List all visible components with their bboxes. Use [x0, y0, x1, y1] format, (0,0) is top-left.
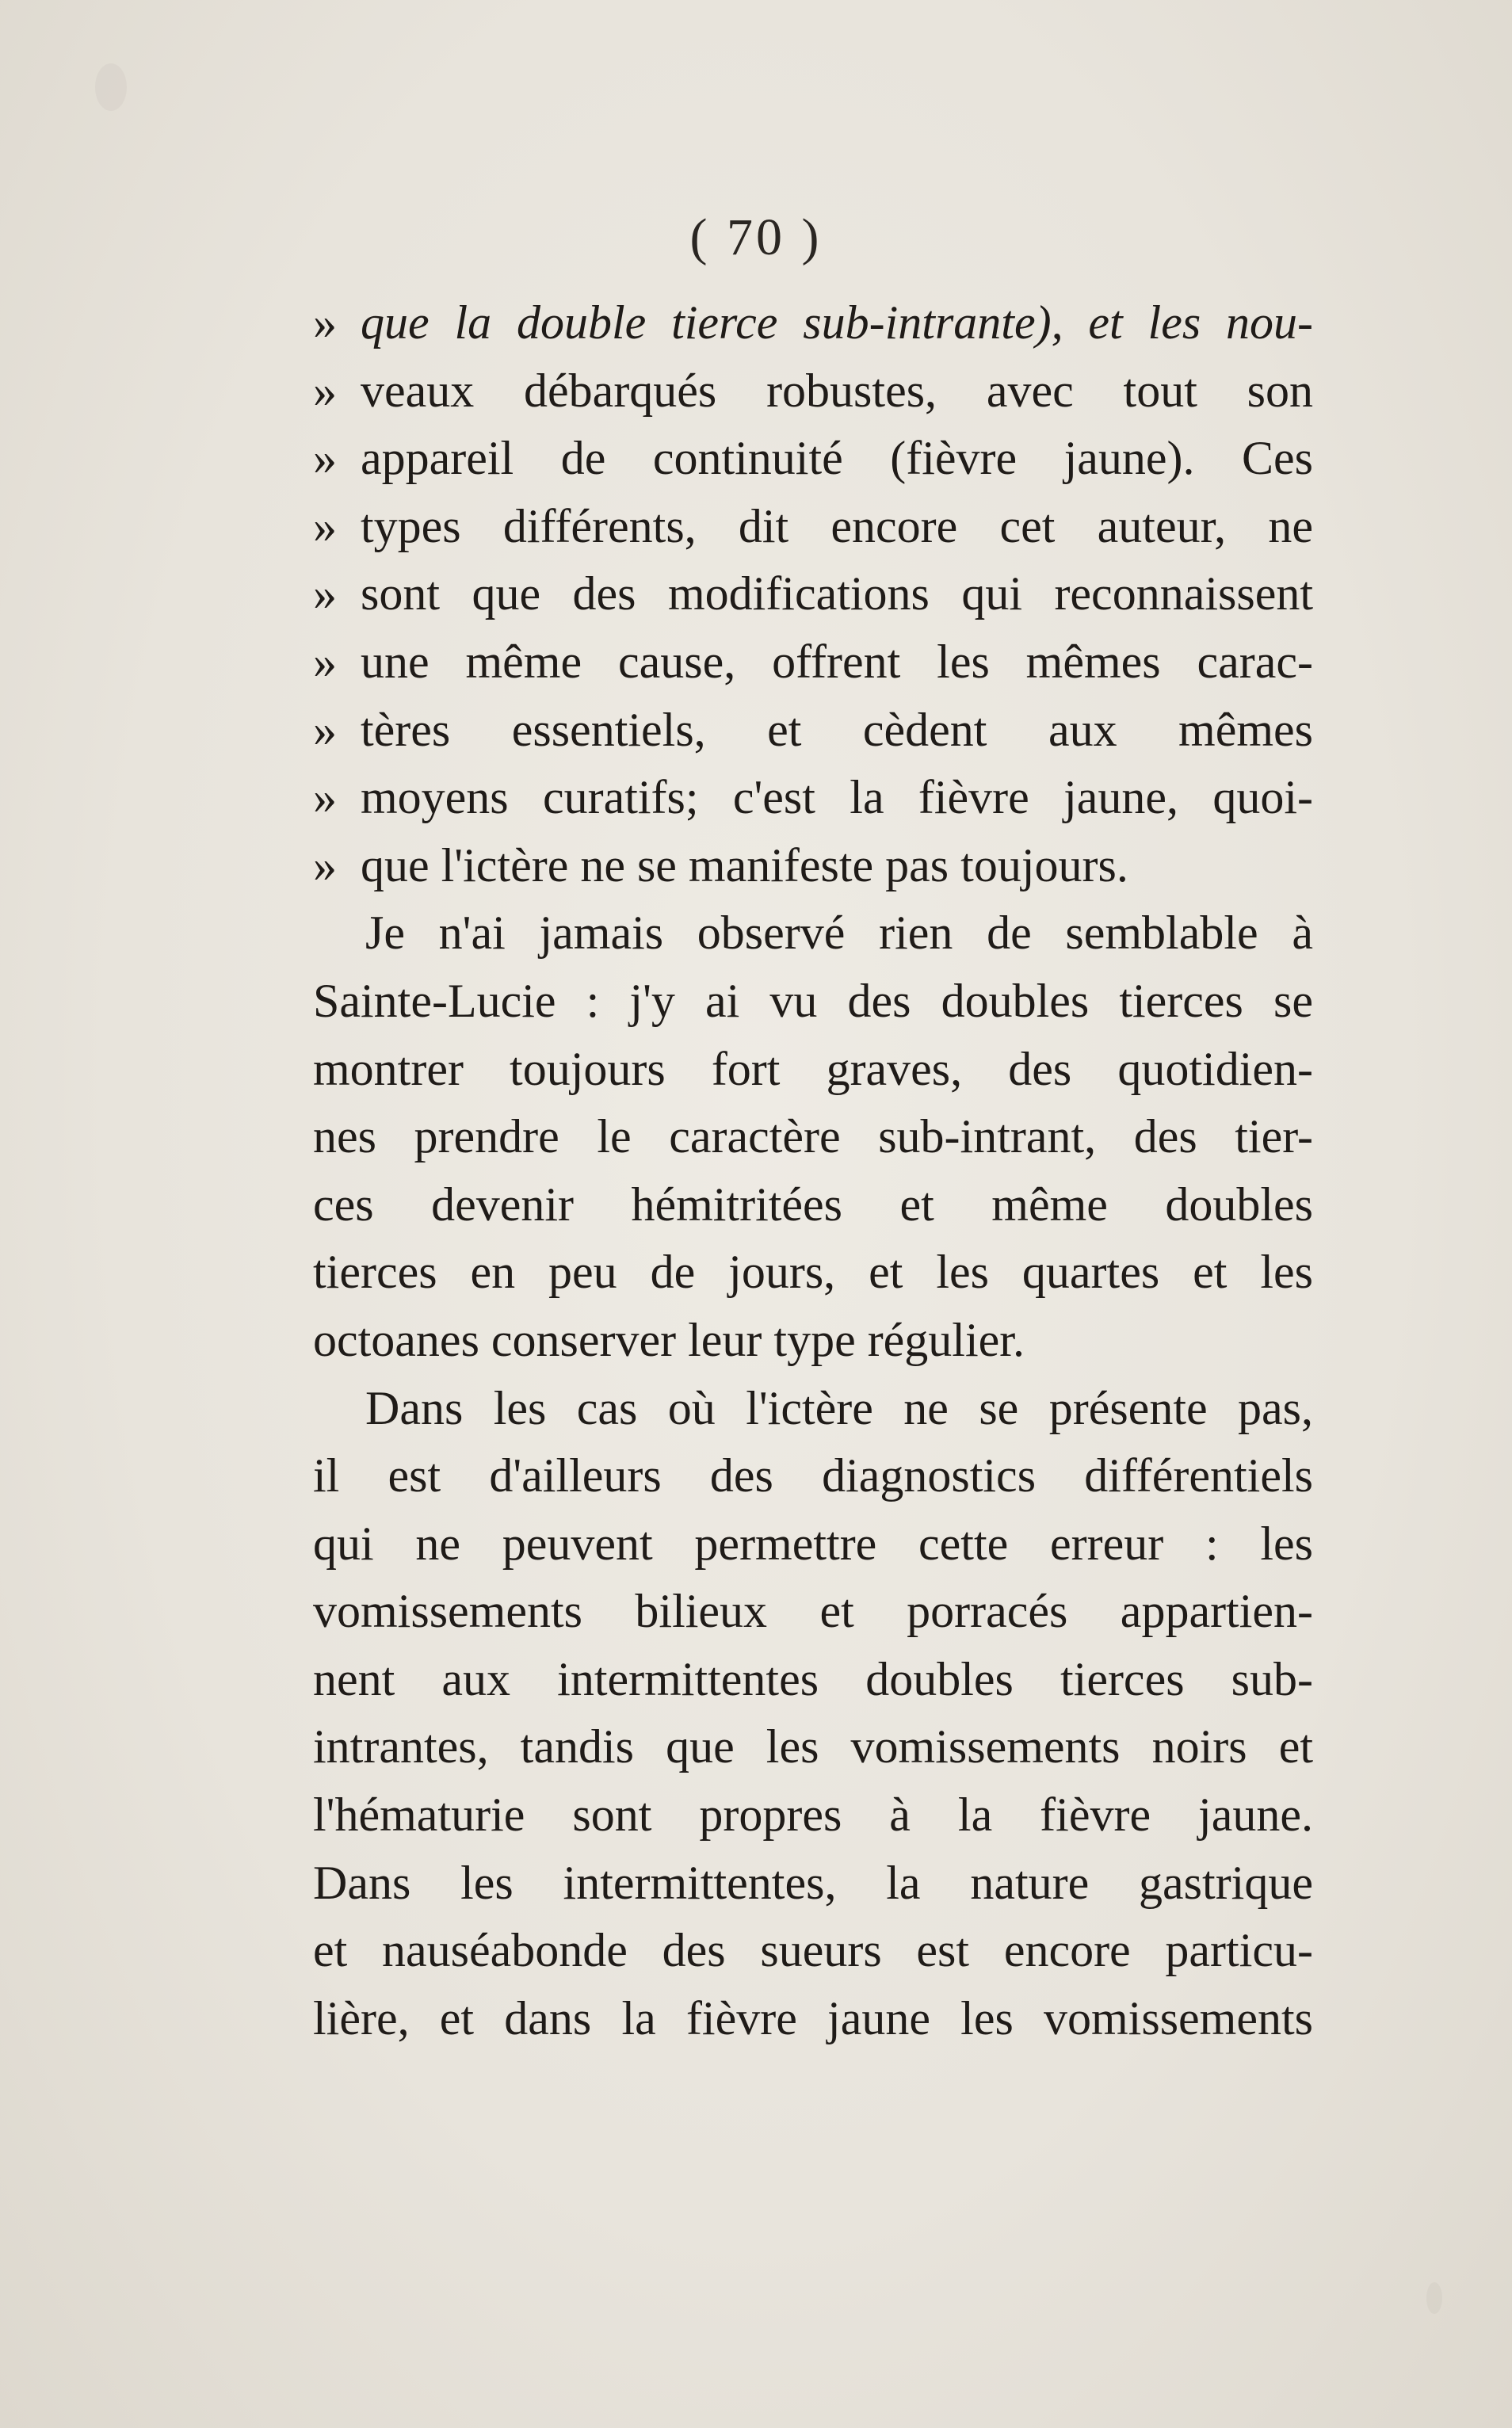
text-line	[313, 425, 1313, 493]
line-text: veaux débarqués robustes, avec tout son	[361, 364, 1313, 417]
line-text: moyens curatifs; c'est la fièvre jaune, quoi-	[361, 771, 1313, 824]
line-text: vomissements bilieux et porracés appartien-	[313, 1585, 1313, 1638]
text-line	[313, 1239, 1313, 1307]
line-text: types différents, dit encore cet auteur, ne	[361, 499, 1313, 552]
line-text: Je n'ai jamais observé rien de semblable à	[365, 907, 1313, 960]
quote-mark: »	[313, 703, 337, 756]
line-text: il est d'ailleurs des diagnostics différentiels	[313, 1449, 1313, 1502]
text-line	[313, 493, 1313, 561]
text-line	[313, 1171, 1313, 1239]
text-line	[313, 1985, 1313, 2053]
text-line	[313, 1442, 1313, 1510]
quote-mark: »	[313, 567, 337, 620]
line-text: intrantes, tandis que les vomissements noirs et	[313, 1720, 1313, 1773]
line-text: tères essentiels, et cèdent aux mêmes	[361, 703, 1313, 756]
text-line	[313, 1307, 1313, 1375]
text-line	[313, 764, 1313, 832]
line-text: octoanes conserver leur type régulier.	[313, 1313, 1025, 1366]
quote-mark: »	[313, 635, 337, 688]
line-text: tierces en peu de jours, et les quartes et les	[313, 1246, 1313, 1299]
quote-mark: »	[313, 771, 337, 824]
line-text: une même cause, offrent les mêmes carac-	[361, 635, 1313, 688]
quote-mark: »	[313, 364, 337, 417]
line-text: montrer toujours fort graves, des quotidien-	[313, 1042, 1313, 1095]
line-text: l'hématurie sont propres à la fièvre jaune.	[313, 1789, 1313, 1842]
text-line	[313, 1646, 1313, 1714]
page-number: ( 70 )	[689, 208, 823, 266]
quote-mark: »	[313, 838, 337, 891]
paper-spot	[1426, 2282, 1442, 2314]
text-line	[313, 1375, 1313, 1443]
line-text: et nauséabonde des sueurs est encore particu-	[313, 1924, 1313, 1977]
line-text: nes prendre le caractère sub-intrant, des tier-	[313, 1110, 1313, 1163]
text-line	[313, 1917, 1313, 1985]
text-line	[313, 1713, 1313, 1781]
line-text: Sainte-Lucie : j'y ai vu des doubles tierces se	[313, 974, 1313, 1027]
text-line	[313, 1850, 1313, 1918]
text-line	[313, 628, 1313, 697]
text-line	[313, 1103, 1313, 1171]
text-line	[313, 1781, 1313, 1850]
text-line	[313, 1578, 1313, 1646]
quote-mark: »	[313, 499, 337, 552]
line-text: que l'ictère ne se manifeste pas toujours.	[361, 838, 1128, 891]
quote-mark: »	[313, 296, 337, 349]
line-text: appareil de continuité (fièvre jaune). Ces	[361, 432, 1313, 485]
text-line	[313, 357, 1313, 426]
text-line	[313, 289, 1313, 357]
quote-mark: »	[313, 432, 337, 485]
text-line	[313, 560, 1313, 628]
line-text: lière, et dans la fièvre jaune les vomissements	[313, 1991, 1313, 2044]
line-text: que la double tierce sub-intrante), et les nou-	[361, 296, 1313, 349]
line-text: ces devenir hémitritées et même doubles	[313, 1178, 1313, 1231]
text-line	[313, 968, 1313, 1036]
line-text: sont que des modifications qui reconnaissent	[361, 567, 1313, 620]
line-text: Dans les cas où l'ictère ne se présente pas,	[365, 1381, 1313, 1434]
line-text: nent aux intermittentes doubles tierces sub-	[313, 1652, 1313, 1705]
line-text: qui ne peuvent permettre cette erreur : les	[313, 1517, 1313, 1570]
line-text: Dans les intermittentes, la nature gastrique	[313, 1856, 1313, 1909]
text-line	[313, 1036, 1313, 1104]
text-line	[313, 832, 1313, 900]
text-line	[313, 697, 1313, 765]
paper-spot	[95, 63, 127, 111]
text-line	[313, 899, 1313, 968]
body-text	[313, 289, 1313, 2052]
text-line	[313, 1510, 1313, 1579]
